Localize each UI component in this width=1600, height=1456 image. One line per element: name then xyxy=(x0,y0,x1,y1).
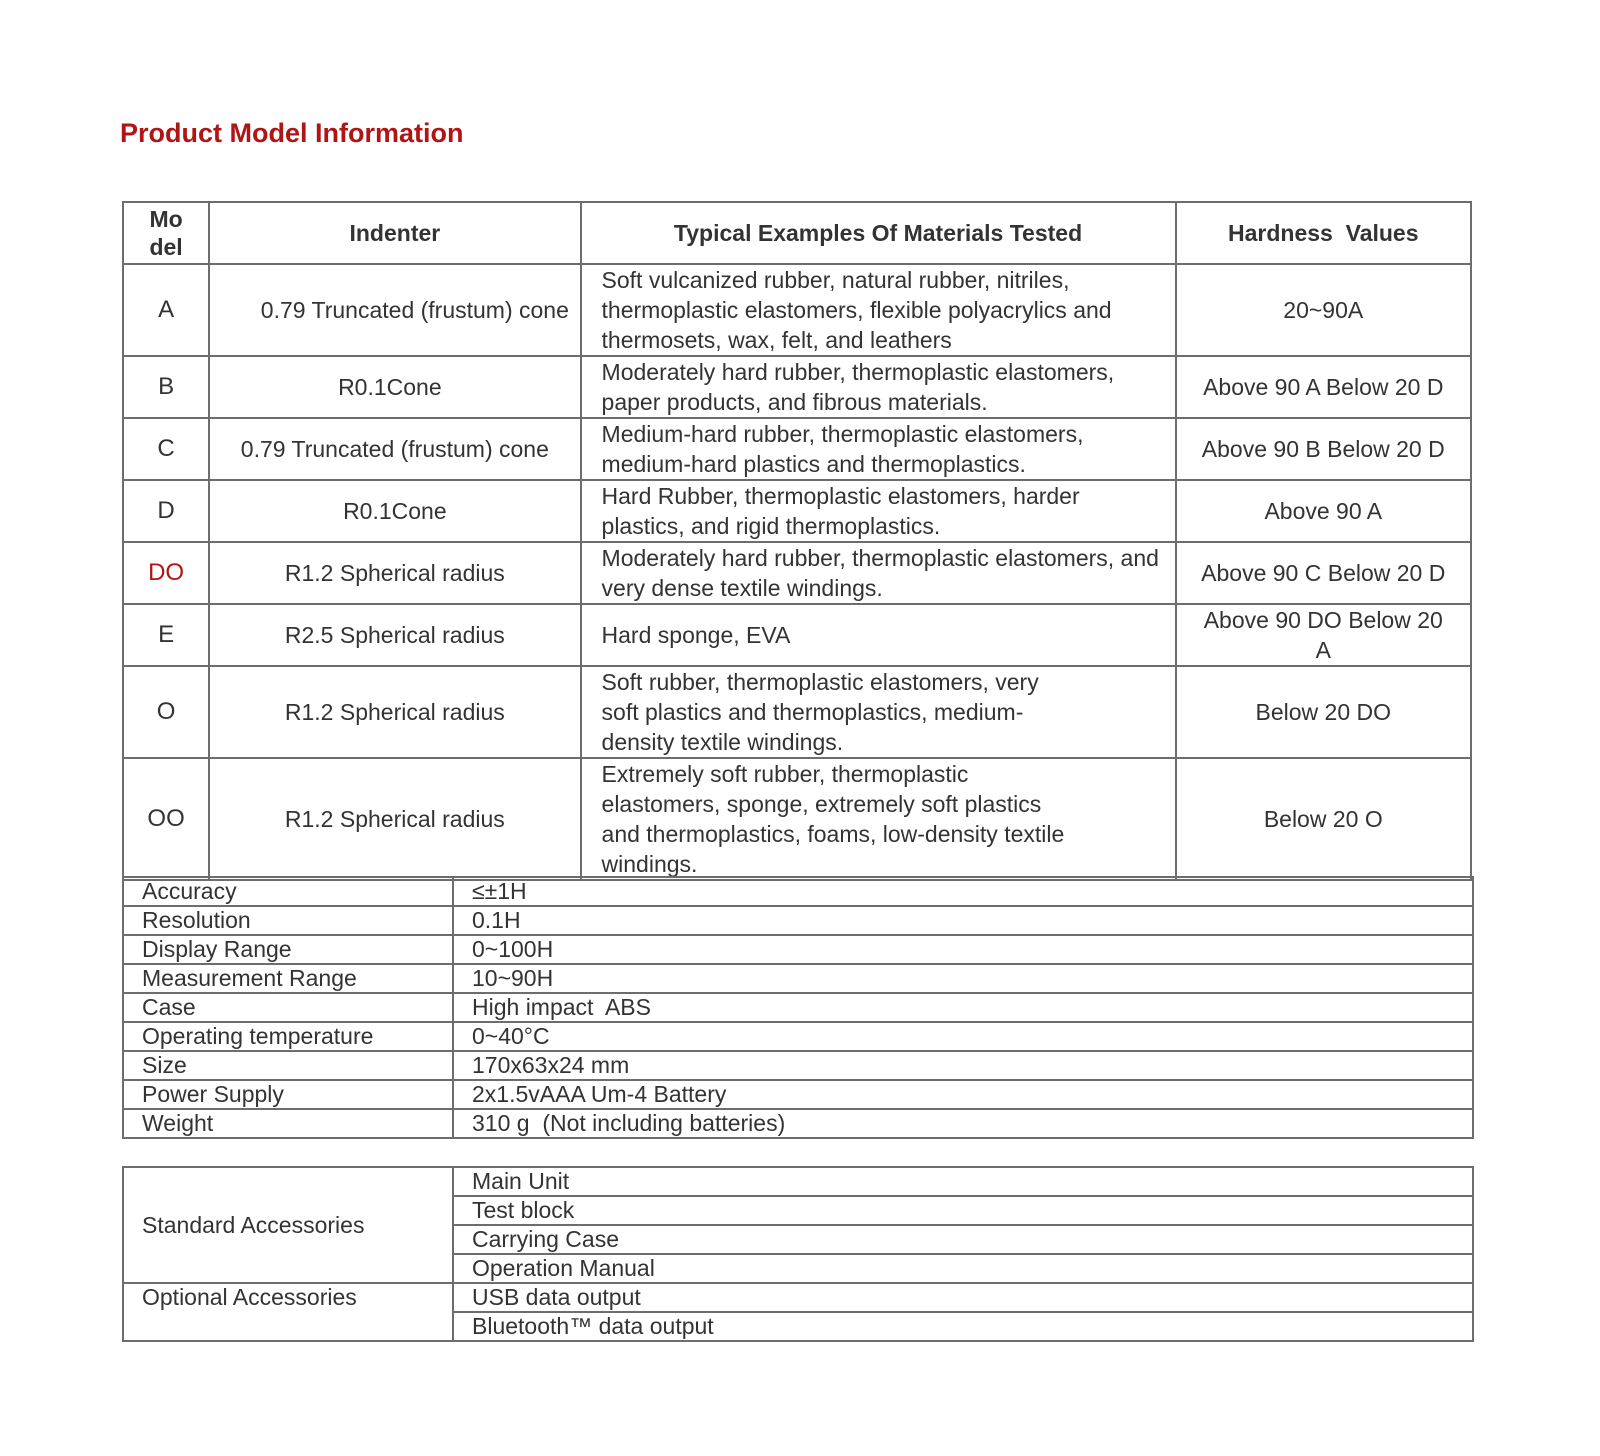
spec-row xyxy=(123,906,1473,935)
spec-value: 2x1.5vAAA Um-4 Battery xyxy=(453,1080,1473,1109)
materials-cell: Hard Rubber, thermoplastic elastomers, harder plastics, and rigid thermoplastics. xyxy=(581,480,1176,542)
spec-row xyxy=(123,1080,1473,1109)
spec-table xyxy=(122,876,1474,1139)
spec-row xyxy=(123,1022,1473,1051)
accessory-row xyxy=(123,1283,1473,1312)
hardness-cell: Below 20 O xyxy=(1176,758,1471,880)
standard-accessories-label: Standard Accessories xyxy=(123,1167,453,1283)
spec-label: Weight xyxy=(123,1109,453,1138)
accessories-table xyxy=(122,1166,1474,1342)
header-hardness: Hardness Values xyxy=(1176,202,1471,264)
header-indenter: Indenter xyxy=(209,202,580,264)
table-row xyxy=(123,604,1471,666)
spec-row xyxy=(123,877,1473,906)
indenter-cell: R0.1Cone xyxy=(209,480,580,542)
model-cell: OO xyxy=(123,758,209,880)
indenter-cell: R1.2 Spherical radius xyxy=(209,758,580,880)
model-table-header-row xyxy=(123,202,1471,264)
indenter-cell: R2.5 Spherical radius xyxy=(209,604,580,666)
materials-cell: Moderately hard rubber, thermoplastic elastomers, and very dense textile windings. xyxy=(581,542,1176,604)
spec-value: 0.1H xyxy=(453,906,1473,935)
model-cell: E xyxy=(123,604,209,666)
spec-label: Case xyxy=(123,993,453,1022)
accessory-item: Main Unit xyxy=(453,1167,1473,1196)
spec-row xyxy=(123,1109,1473,1138)
spec-label: Resolution xyxy=(123,906,453,935)
spec-label: Display Range xyxy=(123,935,453,964)
materials-cell: Soft rubber, thermoplastic elastomers, very soft plastics and thermoplastics, medium-density textile windings. xyxy=(581,666,1176,758)
table-row xyxy=(123,758,1471,880)
materials-cell: Soft vulcanized rubber, natural rubber, nitriles, thermoplastic elastomers, flexible polyacrylics and thermosets, wax, felt, and leathers xyxy=(581,264,1176,356)
hardness-cell: Above 90 A xyxy=(1176,480,1471,542)
spec-value: High impact ABS xyxy=(453,993,1473,1022)
spec-value: 10~90H xyxy=(453,964,1473,993)
indenter-cell: R1.2 Spherical radius xyxy=(209,666,580,758)
spec-row xyxy=(123,1051,1473,1080)
spec-label: Measurement Range xyxy=(123,964,453,993)
indenter-cell: R0.1Cone xyxy=(209,356,580,418)
model-cell: O xyxy=(123,666,209,758)
spec-label: Power Supply xyxy=(123,1080,453,1109)
accessory-item: Test block xyxy=(453,1196,1473,1225)
spec-row xyxy=(123,935,1473,964)
hardness-cell: 20~90A xyxy=(1176,264,1471,356)
model-cell: D xyxy=(123,480,209,542)
hardness-cell: Above 90 B Below 20 D xyxy=(1176,418,1471,480)
spec-value: 310 g (Not including batteries) xyxy=(453,1109,1473,1138)
materials-cell: Medium-hard rubber, thermoplastic elastomers, medium-hard plastics and thermoplastics. xyxy=(581,418,1176,480)
header-materials: Typical Examples Of Materials Tested xyxy=(581,202,1176,264)
spec-value: ≤±1H xyxy=(453,877,1473,906)
model-table xyxy=(122,201,1472,881)
hardness-cell: Above 90 C Below 20 D xyxy=(1176,542,1471,604)
spec-value: 0~100H xyxy=(453,935,1473,964)
header-model: Mo del xyxy=(123,202,209,264)
accessory-item: Bluetooth™ data output xyxy=(453,1312,1473,1341)
table-row xyxy=(123,480,1471,542)
indenter-cell: 0.79 Truncated (frustum) cone xyxy=(209,264,580,356)
model-cell: B xyxy=(123,356,209,418)
indenter-cell: 0.79 Truncated (frustum) cone xyxy=(209,418,580,480)
materials-cell: Moderately hard rubber, thermoplastic elastomers, paper products, and fibrous materials. xyxy=(581,356,1176,418)
table-row xyxy=(123,418,1471,480)
spec-label: Accuracy xyxy=(123,877,453,906)
spec-row xyxy=(123,993,1473,1022)
indenter-cell: R1.2 Spherical radius xyxy=(209,542,580,604)
model-cell-highlight: DO xyxy=(123,542,209,604)
accessory-row xyxy=(123,1167,1473,1196)
optional-accessories-label: Optional Accessories xyxy=(123,1283,453,1341)
model-cell: A xyxy=(123,264,209,356)
accessory-item: Operation Manual xyxy=(453,1254,1473,1283)
hardness-cell: Below 20 DO xyxy=(1176,666,1471,758)
table-row xyxy=(123,542,1471,604)
materials-cell: Hard sponge, EVA xyxy=(581,604,1176,666)
spec-label: Operating temperature xyxy=(123,1022,453,1051)
table-row xyxy=(123,666,1471,758)
page-title: Product Model Information xyxy=(120,118,464,148)
materials-cell: Extremely soft rubber, thermoplastic elastomers, sponge, extremely soft plastics and thermoplastics, foams, low-density textile windings. xyxy=(581,758,1176,880)
accessory-item: Carrying Case xyxy=(453,1225,1473,1254)
accessory-item: USB data output xyxy=(453,1283,1473,1312)
spec-label: Size xyxy=(123,1051,453,1080)
table-row xyxy=(123,264,1471,356)
table-row xyxy=(123,356,1471,418)
model-cell: C xyxy=(123,418,209,480)
spec-value: 0~40°C xyxy=(453,1022,1473,1051)
spec-value: 170x63x24 mm xyxy=(453,1051,1473,1080)
hardness-cell: Above 90 A Below 20 D xyxy=(1176,356,1471,418)
hardness-cell: Above 90 DO Below 20 A xyxy=(1176,604,1471,666)
spec-row xyxy=(123,964,1473,993)
